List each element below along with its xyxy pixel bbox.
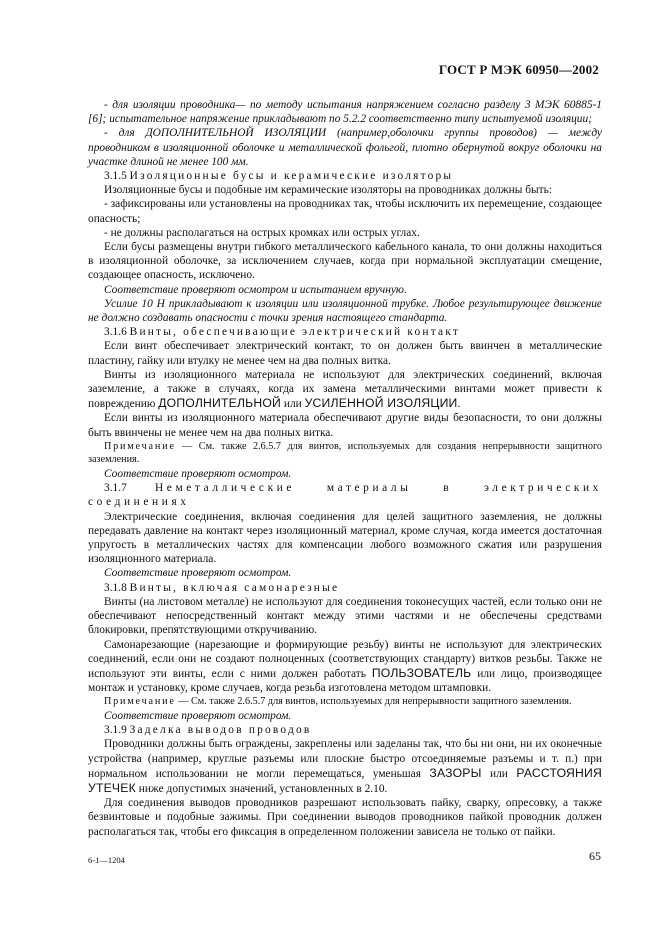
page-number: 65 (589, 849, 601, 863)
paragraph: - зафиксированы или установлены на проводниках так, чтобы исключить их перемещение, создающее опасность; (88, 198, 602, 225)
defined-term: УСИЛЕННОЙ ИЗОЛЯЦИИ (304, 396, 458, 411)
defined-term: ЗАЗОРЫ (429, 765, 482, 780)
paragraph: Усилие 10 Н прикладывают к изоляции или изоляционной трубке. Любое результирующее движение не должно создавать опасности с точки зрения настоящего стандарта. (88, 297, 602, 325)
section-heading-3-1-8: 3.1.8 Винты, включая самонарезные (104, 581, 340, 594)
paragraph: Самонарезающие (нарезающие и формирующие резьбу) винты не используют для электрических соединений, если они не создают полноценных (соответствующих стандарту) витков резьбы. Также не используют эти винты, если с ними должен работать ПОЛЬЗОВАТЕЛЬ или лицо, производящее монтаж и установку, кроме случаев, когда резьба изготовлена методом штамповки. (88, 638, 602, 695)
compliance-statement: Соответствие проверяют осмотром. (104, 709, 292, 722)
compliance-statement: Соответствие проверяют осмотром и испытанием вручную. (104, 283, 407, 296)
document-body (88, 98, 602, 839)
paragraph: Если винты из изоляционного материала обеспечивают другие виды безопасности, то они должны быть ввинчены не менее чем на два полных витка. (88, 412, 602, 439)
defined-term: ПОЛЬЗОВАТЕЛЬ (371, 665, 472, 680)
defined-term: ДОПОЛНИТЕЛЬНОЙ ИЗОЛЯЦИИ (145, 127, 327, 140)
paragraph: Винты из изоляционного материала не используют для электрических соединений, включая заземление, а также в случаях, когда их замена металлическими винтами может привести к повреждению ДОПОЛНИТЕЛЬНОЙ или УСИЛЕННОЙ ИЗОЛЯЦИИ. (88, 368, 602, 411)
note: Примечание — См. также 2.6.5.7 для винтов, используемых для непрерывности защитного заземления. (104, 696, 572, 708)
print-code: 6-1—1204 (88, 855, 125, 865)
paragraph: Если винт обеспечивает электрический контакт, то он должен быть ввинчен в металлические пластину, гайку или втулку не менее чем на два полных витка. (88, 340, 602, 367)
section-heading-3-1-7: 3.1.7 Неметаллические материалы в электрических соединениях (88, 482, 602, 509)
section-heading-3-1-6: 3.1.6 Винты, обеспечивающие электрический контакт (104, 326, 461, 339)
compliance-statement: Соответствие проверяют осмотром. (104, 468, 292, 481)
paragraph: Если бусы размещены внутри гибкого металлического кабельного канала, то они должны находиться в изоляционной оболочке, за исключением случаев, когда при нормальной эксплуатации смещение, создающее опасность, исключено. (88, 241, 602, 282)
paragraph: Винты (на листовом металле) не используют для соединения токонесущих частей, если только они не обеспечивают непосредственный контакт между этими частями и не обеспечены средствами блокировки, препятствующими откручиванию. (88, 595, 602, 637)
defined-term: РАССТОЯНИЯ УТЕЧЕК (88, 765, 602, 795)
paragraph: Проводники должны быть ограждены, закреплены или заделаны так, что бы ни они, ни их оконечные устройства (например, круглые разъемы или плоские быстро отсоединяемые разъемы и т. п.) при нормальном использовании не могли перемещаться, уменьшая ЗАЗОРЫ или РАССТОЯНИЯ УТЕЧЕК ниже допустимых значений, установленных в 2.10. (88, 738, 602, 795)
paragraph: Для соединения выводов проводников разрешают использовать пайку, сварку, опресовку, а также безвинтовые и подобные зажимы. При соединении выводов проводников пайкой проводник должен располагаться так, чтобы его фиксация в определенном положении зависела не только от пайки. (88, 797, 602, 838)
compliance-statement: Соответствие проверяют осмотром. (104, 567, 292, 580)
paragraph: - для изоляции проводника— по методу испытания напряжением согласно разделу 3 МЭК 60885-1 [6]; испытательное напряжение прикладывают по 5.2.2 соответственно типу испытуемой изоляции; (88, 99, 602, 126)
paragraph: Электрические соединения, включая соединения для целей защитного заземления, не должны передавать давление на контакт через изоляционный материал, кроме случая, когда имеется достаточная упругость в металлических частях для компенсации любого возможного сжатия или разрушения изоляционного материала. (88, 510, 602, 566)
paragraph: - не должны располагаться на острых кромках или острых углах. (104, 226, 420, 239)
paragraph: Изоляционные бусы и подобные им керамические изоляторы на проводниках должны быть: (104, 184, 552, 197)
standard-header: ГОСТ Р МЭК 60950—2002 (438, 62, 599, 77)
defined-term: ДОПОЛНИТЕЛЬНОЙ (158, 396, 282, 411)
section-heading-3-1-5: 3.1.5 Изоляционные бусы и керамические изоляторы (104, 170, 454, 183)
note: Примечание — См. также 2.6.5.7 для винтов, используемых для создания непрерывности защитного заземления. (88, 440, 602, 466)
section-heading-3-1-9: 3.1.9 Заделка выводов проводов (104, 724, 312, 737)
paragraph: - для ДОПОЛНИТЕЛЬНОЙ ИЗОЛЯЦИИ (например,оболочки группы проводов) — между проводником в изоляционной оболочке и металлической фольгой, плотно обернутой вокруг оболочки на участке длиной не менее 100 мм. (88, 127, 602, 168)
